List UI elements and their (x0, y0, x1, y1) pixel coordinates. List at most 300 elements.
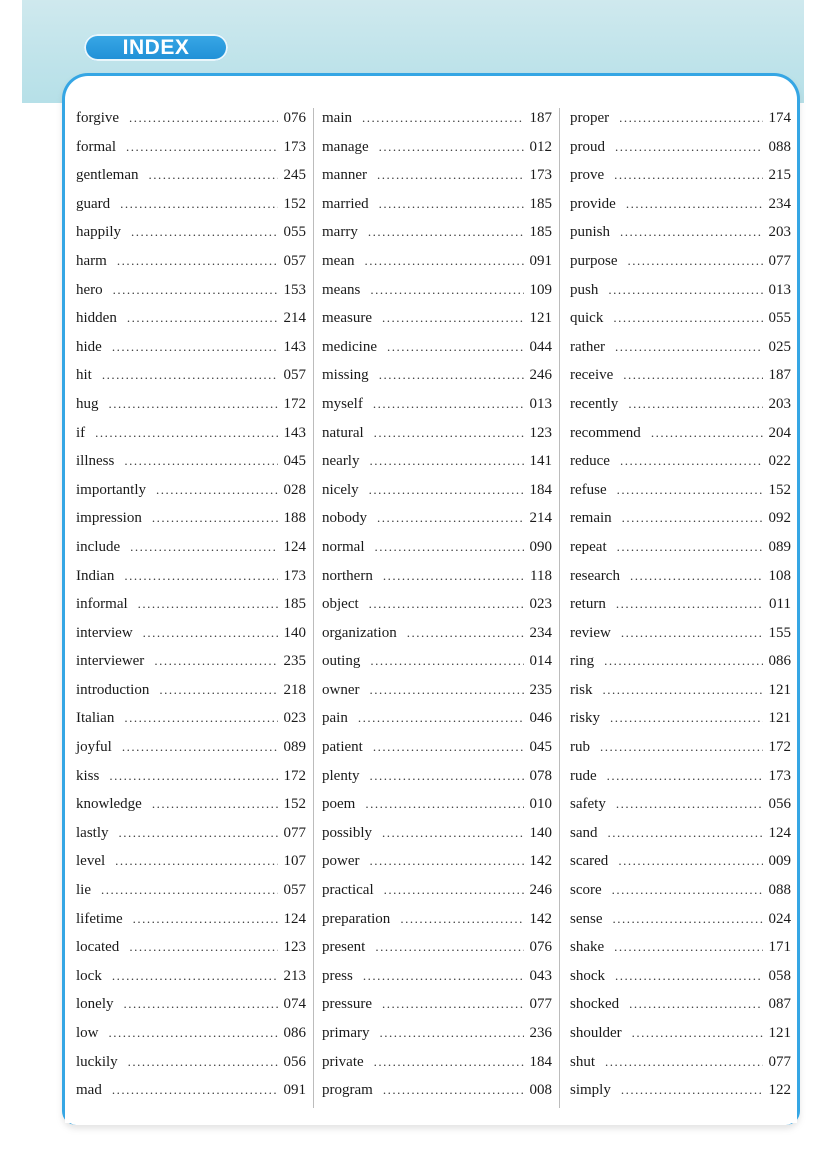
index-word: northern (322, 567, 373, 584)
dot-leader (612, 876, 763, 905)
index-page-number: 234 (768, 195, 791, 212)
dot-leader (373, 733, 524, 762)
index-entry (322, 590, 552, 619)
index-tab (84, 34, 228, 61)
dot-leader (620, 447, 763, 476)
index-page-number: 043 (529, 967, 552, 984)
index-page-number: 173 (283, 567, 306, 584)
dot-leader (628, 247, 763, 276)
dot-leader (379, 1019, 523, 1048)
index-title: INDEX (122, 36, 190, 59)
index-page-number: 185 (529, 195, 552, 212)
index-page-number: 142 (529, 853, 552, 870)
index-entry (322, 876, 552, 905)
index-word: level (76, 853, 106, 870)
index-entry (570, 762, 791, 791)
dot-leader (618, 847, 762, 876)
index-page-number: 152 (768, 481, 791, 498)
index-entry (570, 1076, 791, 1105)
index-page-number: 045 (283, 453, 306, 470)
dot-leader (623, 361, 762, 390)
index-entry (322, 619, 552, 648)
index-word: forgive (76, 110, 120, 126)
dot-leader (109, 762, 277, 791)
index-page-number: 028 (283, 481, 306, 498)
index-page-number: 121 (768, 1025, 791, 1041)
dot-leader (95, 419, 277, 448)
dot-leader (620, 218, 762, 247)
index-word: provide (570, 195, 616, 212)
index-word: lie (76, 882, 91, 899)
index-page-number: 076 (529, 939, 552, 956)
index-entry (322, 704, 552, 733)
dot-leader (610, 704, 763, 733)
index-page-number: 057 (283, 882, 306, 899)
index-page-number: 184 (529, 1053, 552, 1070)
index-page-number: 077 (768, 1053, 791, 1070)
index-word: push (570, 281, 599, 298)
index-word: power (322, 853, 360, 870)
index-word: review (570, 624, 611, 641)
index-page-number: 023 (283, 710, 306, 727)
index-page-number: 091 (283, 1082, 306, 1099)
index-word: Italian (76, 710, 115, 727)
index-entry (570, 733, 791, 762)
index-entry (570, 990, 791, 1019)
index-page-number: 235 (283, 653, 306, 670)
index-page-number: 088 (768, 138, 791, 155)
index-word: main (322, 110, 352, 126)
index-page-number: 087 (768, 996, 791, 1013)
dot-leader (407, 619, 524, 648)
dot-leader (379, 361, 524, 390)
index-page-number: 185 (529, 224, 552, 241)
index-word: plenty (322, 767, 360, 784)
index-page-number: 204 (768, 424, 791, 441)
index-word: lastly (76, 824, 109, 841)
index-word: object (322, 596, 359, 613)
index-page-number: 109 (529, 281, 552, 298)
dot-leader (112, 333, 278, 362)
index-word: receive (570, 367, 614, 384)
dot-leader (615, 333, 763, 362)
dot-leader (129, 104, 277, 133)
index-entry (322, 190, 552, 219)
dot-leader (368, 218, 524, 247)
dot-leader (387, 333, 524, 362)
index-word: kiss (76, 767, 100, 784)
index-word: nearly (322, 453, 360, 470)
index-entry (570, 276, 791, 305)
index-word: lock (76, 967, 102, 984)
index-word: organization (322, 624, 397, 641)
index-page-number: 234 (529, 624, 552, 641)
index-word: preparation (322, 910, 391, 927)
index-page-number: 108 (768, 567, 791, 584)
index-page-number: 057 (283, 252, 306, 269)
index-entry (570, 504, 791, 533)
index-word: private (322, 1053, 364, 1070)
index-word: recommend (570, 424, 641, 441)
index-word: return (570, 596, 606, 613)
dot-leader (617, 533, 763, 562)
index-entry (570, 390, 791, 419)
index-entry (76, 590, 306, 619)
dot-leader (374, 419, 524, 448)
index-word: risky (570, 710, 600, 727)
index-page-number: 172 (283, 395, 306, 412)
index-entry (322, 533, 552, 562)
index-page-number: 055 (283, 224, 306, 241)
index-entry (76, 676, 306, 705)
index-entry (76, 790, 306, 819)
index-word: proper (570, 110, 610, 126)
index-entry (322, 990, 552, 1019)
dot-leader (152, 790, 278, 819)
dot-leader (630, 562, 763, 591)
index-entry (322, 933, 552, 962)
index-word: nicely (322, 481, 359, 498)
index-entry (570, 476, 791, 505)
index-page-number: 077 (283, 824, 306, 841)
index-entry (76, 190, 306, 219)
index-entry (322, 1076, 552, 1105)
index-word: happily (76, 224, 121, 241)
dot-leader (619, 104, 762, 133)
dot-leader (377, 504, 524, 533)
dot-leader (124, 562, 277, 591)
dot-leader (115, 847, 277, 876)
index-page-number: 214 (529, 510, 552, 527)
index-page-number: 141 (529, 453, 552, 470)
dot-leader (112, 962, 278, 991)
index-entry (76, 733, 306, 762)
index-entry (76, 133, 306, 162)
dot-leader (370, 762, 524, 791)
index-word: married (322, 195, 369, 212)
index-word: punish (570, 224, 611, 241)
index-entry (322, 276, 552, 305)
index-page-number: 025 (768, 338, 791, 355)
index-entry (570, 304, 791, 333)
index-word: importantly (76, 481, 146, 498)
index-word: scared (570, 853, 609, 870)
dot-leader (362, 104, 524, 133)
index-word: myself (322, 395, 363, 412)
column-divider-1 (313, 108, 314, 1108)
index-entry (322, 1048, 552, 1077)
index-page-number: 188 (283, 510, 306, 527)
index-page-number: 218 (283, 681, 306, 698)
dot-leader (127, 304, 278, 333)
index-page-number: 058 (768, 967, 791, 984)
index-entry (570, 1048, 791, 1077)
dot-leader (128, 1048, 278, 1077)
index-word: shock (570, 967, 605, 984)
index-page-number: 152 (283, 195, 306, 212)
index-word: Indian (76, 567, 115, 584)
dot-leader (102, 361, 278, 390)
index-column-3 (570, 104, 791, 1105)
index-page-number: 172 (283, 767, 306, 784)
index-word: pressure (322, 996, 372, 1013)
dot-leader (129, 933, 277, 962)
index-entry (76, 1076, 306, 1105)
index-entry (322, 504, 552, 533)
dot-leader (119, 819, 278, 848)
index-entry (76, 333, 306, 362)
index-entry (76, 218, 306, 247)
index-word: gentleman (76, 167, 139, 184)
index-entry (322, 133, 552, 162)
index-entry (570, 247, 791, 276)
dot-leader (369, 590, 524, 619)
index-word: hidden (76, 310, 117, 327)
index-column-2 (322, 104, 552, 1105)
index-entry (570, 676, 791, 705)
dot-leader (370, 847, 524, 876)
dot-leader (379, 133, 524, 162)
index-page-number: 089 (768, 538, 791, 555)
index-word: harm (76, 252, 107, 269)
index-word: shocked (570, 996, 620, 1013)
index-page-number: 013 (529, 395, 552, 412)
index-word: hug (76, 395, 99, 412)
index-word: interview (76, 624, 133, 641)
dot-leader (124, 704, 277, 733)
index-word: marry (322, 224, 358, 241)
index-page-number: 173 (768, 767, 791, 784)
index-entry (76, 161, 306, 190)
index-entry (322, 361, 552, 390)
index-word: patient (322, 739, 363, 756)
index-word: outing (322, 653, 361, 670)
index-entry (570, 333, 791, 362)
index-entry (76, 276, 306, 305)
dot-leader (600, 733, 763, 762)
index-word: press (322, 967, 353, 984)
index-entry (76, 247, 306, 276)
dot-leader (382, 990, 524, 1019)
index-word: prove (570, 167, 605, 184)
index-page-number: 121 (529, 310, 552, 327)
index-entry (570, 619, 791, 648)
index-entry (322, 819, 552, 848)
index-word: illness (76, 453, 115, 470)
index-entry (322, 333, 552, 362)
index-page-number: 121 (768, 710, 791, 727)
index-word: poem (322, 796, 356, 813)
index-entry (76, 562, 306, 591)
index-word: impression (76, 510, 142, 527)
index-word: informal (76, 596, 128, 613)
dot-leader (607, 762, 763, 791)
index-page-number: 246 (529, 882, 552, 899)
index-entry (570, 962, 791, 991)
index-entry (322, 304, 552, 333)
index-entry (76, 990, 306, 1019)
index-word: medicine (322, 338, 377, 355)
dot-leader (384, 876, 524, 905)
dot-leader (112, 1076, 278, 1105)
index-page-number: 140 (283, 624, 306, 641)
dot-leader (614, 161, 762, 190)
dot-leader (375, 933, 523, 962)
index-word: formal (76, 138, 116, 155)
index-page-number: 235 (529, 681, 552, 698)
index-entry (322, 476, 552, 505)
index-word: nobody (322, 510, 367, 527)
index-page-number: 172 (768, 739, 791, 756)
index-entry (76, 390, 306, 419)
index-word: interviewer (76, 653, 145, 670)
index-entry (570, 847, 791, 876)
dot-leader (101, 876, 278, 905)
index-page-number: 076 (283, 110, 306, 126)
index-entry (76, 962, 306, 991)
index-entry (570, 361, 791, 390)
dot-leader (130, 533, 277, 562)
index-page-number: 057 (283, 367, 306, 384)
dot-leader (109, 390, 278, 419)
index-entry (76, 104, 306, 133)
index-word: present (322, 939, 366, 956)
dot-leader (143, 619, 278, 648)
index-entry (76, 304, 306, 333)
index-page-number: 010 (529, 796, 552, 813)
dot-leader (383, 562, 524, 591)
index-entry (322, 390, 552, 419)
index-page-number: 236 (529, 1025, 552, 1041)
index-entry (322, 218, 552, 247)
index-entry (570, 1019, 791, 1048)
dot-leader (113, 276, 278, 305)
index-word: remain (570, 510, 612, 527)
index-entry (570, 790, 791, 819)
index-entry (76, 647, 306, 676)
dot-leader (382, 819, 523, 848)
index-page-number: 142 (529, 910, 552, 927)
index-page-number: 246 (529, 367, 552, 384)
dot-leader (375, 533, 524, 562)
dot-leader (120, 190, 277, 219)
index-entry (570, 533, 791, 562)
dot-leader (148, 161, 277, 190)
index-entry (322, 762, 552, 791)
index-entry (76, 476, 306, 505)
index-entry (322, 247, 552, 276)
index-entry (322, 161, 552, 190)
dot-leader (122, 733, 278, 762)
dot-leader (154, 647, 277, 676)
index-word: missing (322, 367, 369, 384)
index-word: knowledge (76, 796, 142, 813)
index-word: repeat (570, 538, 607, 555)
index-word: research (570, 567, 620, 584)
dot-leader (629, 990, 762, 1019)
index-entry (570, 104, 791, 133)
index-entry (322, 1019, 552, 1048)
index-page-number: 056 (768, 796, 791, 813)
index-word: include (76, 538, 121, 555)
index-page-number: 155 (768, 624, 791, 641)
index-entry (322, 905, 552, 934)
index-entry (570, 562, 791, 591)
dot-leader (126, 133, 278, 162)
index-entry (76, 361, 306, 390)
dot-leader (614, 933, 762, 962)
dot-leader (383, 1076, 524, 1105)
index-word: simply (570, 1082, 611, 1099)
index-page-number: 074 (283, 996, 306, 1013)
index-entry (570, 590, 791, 619)
dot-leader (615, 962, 763, 991)
index-page-number: 092 (768, 510, 791, 527)
index-entry (570, 218, 791, 247)
index-word: primary (322, 1025, 370, 1041)
index-page-number: 153 (283, 281, 306, 298)
index-entry (570, 447, 791, 476)
index-word: owner (322, 681, 360, 698)
index-entry (76, 704, 306, 733)
index-page-number: 123 (529, 424, 552, 441)
index-entry (322, 447, 552, 476)
index-entry (570, 161, 791, 190)
index-entry (570, 876, 791, 905)
index-page-number: 056 (283, 1053, 306, 1070)
index-page-number: 046 (529, 710, 552, 727)
index-page-number: 012 (529, 138, 552, 155)
dot-leader (604, 647, 762, 676)
dot-leader (369, 476, 524, 505)
index-word: proud (570, 138, 605, 155)
index-page-number: 088 (768, 882, 791, 899)
index-word: means (322, 281, 361, 298)
index-word: guard (76, 195, 111, 212)
index-page-number: 213 (283, 967, 306, 984)
index-word: reduce (570, 453, 610, 470)
dot-leader (613, 905, 763, 934)
index-page-number: 009 (768, 853, 791, 870)
index-word: mad (76, 1082, 102, 1099)
dot-leader (156, 476, 278, 505)
index-entry (76, 819, 306, 848)
index-entry (76, 847, 306, 876)
index-entry (76, 1048, 306, 1077)
dot-leader (617, 476, 763, 505)
index-entry (76, 419, 306, 448)
dot-leader (131, 218, 278, 247)
index-entry (570, 819, 791, 848)
index-entry (322, 962, 552, 991)
index-word: rub (570, 739, 590, 756)
dot-leader (616, 590, 763, 619)
dot-leader (364, 247, 523, 276)
index-page-number: 118 (530, 567, 552, 584)
index-page-number: 140 (529, 824, 552, 841)
dot-leader (373, 390, 524, 419)
index-word: shake (570, 939, 605, 956)
index-page-number: 023 (529, 596, 552, 613)
index-word: joyful (76, 739, 112, 756)
index-word: risk (570, 681, 593, 698)
index-page-number: 055 (768, 310, 791, 327)
index-page-number: 245 (283, 167, 306, 184)
index-entry (76, 905, 306, 934)
index-page-number: 143 (283, 338, 306, 355)
index-word: pain (322, 710, 348, 727)
index-entry (76, 504, 306, 533)
